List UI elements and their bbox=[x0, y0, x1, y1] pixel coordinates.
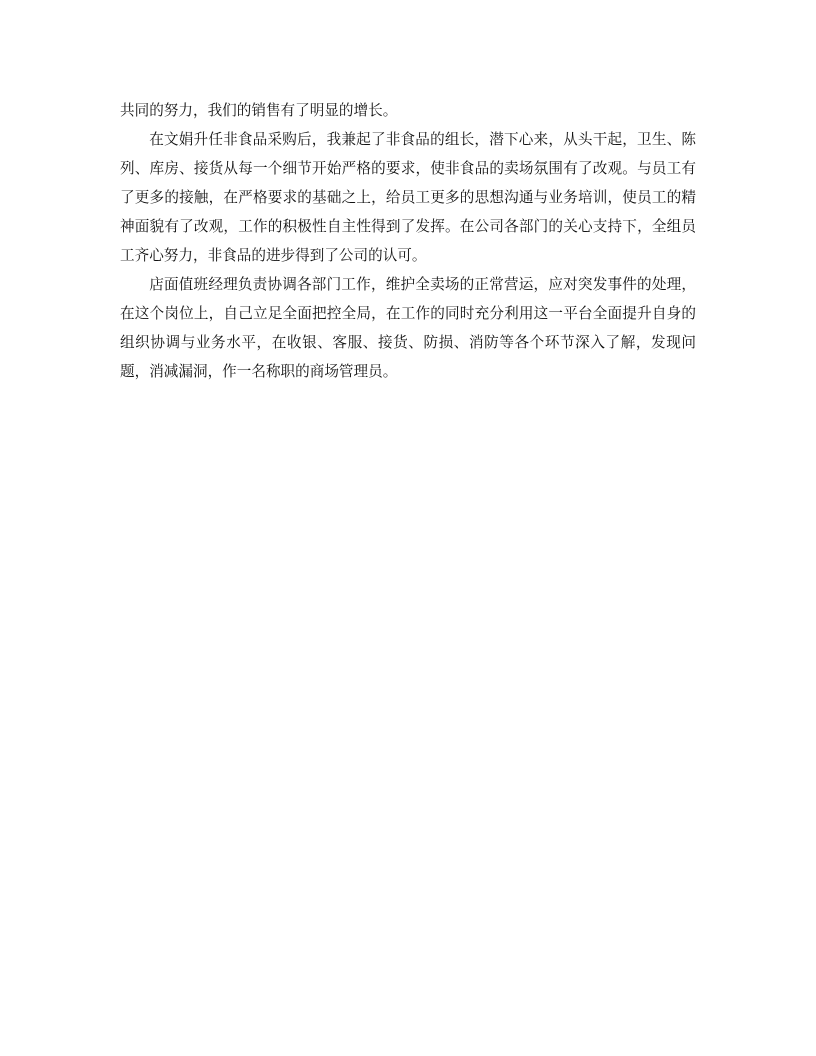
document-body bbox=[120, 96, 696, 386]
paragraph-non-food-team: 在文娟升任非食品采购后，我兼起了非食品的组长，潜下心来，从头干起，卫生、陈列、库房、接货从每一个细节开始严格的要求，使非食品的卖场氛围有了改观。与员工有了更多的接触，在严格要求的基础之上，给员工更多的思想沟通与业务培训，使员工的精神面貌有了改观，工作的积极性自主性得到了发挥。在公司各部门的关心支持下，全组员工齐心努力，非食品的进步得到了公司的认可。 bbox=[120, 131, 696, 264]
paragraph-continuation: 共同的努力，我们的销售有了明显的增长。 bbox=[120, 102, 398, 119]
paragraph-duty-manager: 店面值班经理负责协调各部门工作，维护全卖场的正常营运，应对突发事件的处理，在这个岗位上，自己立足全面把控全局，在工作的同时充分利用这一平台全面提升自身的组织协调与业务水平，在收银、客服、接货、防损、消防等各个环节深入了解，发现问题，消减漏洞，作一名称职的商场管理员。 bbox=[120, 276, 696, 380]
